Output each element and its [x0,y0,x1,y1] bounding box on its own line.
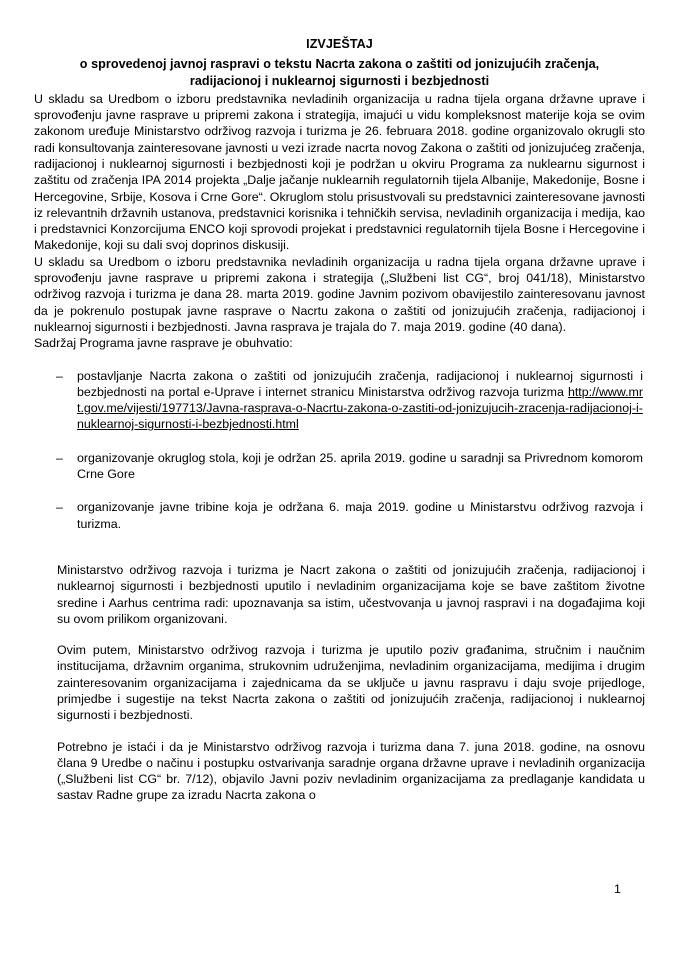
paragraph-2: U skladu sa Uredbom o izboru predstavnika nevladinih organizacija u radna tijela organa državne uprave i sprovođenju javne rasprave u pripremi zakona i strategija („Službeni list CG“, broj 041/18), Ministarstvo održivog razvoja i turizma je dana 28. marta 2019. godine Javnim pozivom obavijestilo zainteresovanu javnost da je pokrenulo postupak javne rasprave o Nacrtu zakona o zaštiti od jonizujućih zračenja, radijacionoj i nuklearnoj sigurnosti i bezbjednosti. Javna rasprava je trajala do 7. maja 2019. godine (40 dana). [34,254,645,334]
paragraph-5: Ovim putem, Ministarstvo održivog razvoja i turizma je uputilo poziv građanima, stručnim i naučnim institucijama, državnim organima, strukovnim udruženjima, nevladinim organizacijama, medijima i drugim zainteresovanim organizacijama i zajednicama da se uključe u javnu raspravu i daju svoje prijedloge, primjedbe i sugestije na tekst Nacrta zakona o zaštiti od jonizujućih zračenja, radijacionoj i nuklearnoj sigurnosti i bezbjednosti. [57,643,645,723]
list-item [34,450,645,483]
dash-bullet-icon: – [56,500,63,515]
paragraph-6: Potrebno je istaći i da je Ministarstvo održivog razvoja i turizma dana 7. juna 2018. godine, na osnovu člana 9 Uredbe o načinu i postupku ostvarivanja saradnje organa državne uprave i nevladinih organizacija („Službeni list CG“ br. 7/12), objavilo Javni poziv nevladinim organizacijama za predlaganje kandidata u sastav Radne grupe za izradu Nacrta zakona o [57,739,645,803]
paragraph-list-intro: Sadržaj Programa javne rasprave je obuhvatio: [34,336,293,351]
title-subtitle: o sprovedenoj javnoj raspravi o tekstu Nacrta zakona o zaštiti od jonizujućih zračenja, radijacionoj i nuklearnoj sigurnosti i bezbjednosti [79,56,600,89]
list-item-body: postavljanje Nacrta zakona o zaštiti od jonizujućih zračenja, radijacionoj i nuklearnoj sigurnosti i bezbjednosti na portal e-Uprave i internet stranicu Ministarstva održivog razvoja turizma [77,368,643,399]
document-title [34,36,645,91]
program-content-list [34,368,645,532]
paragraph-1: U skladu sa Uredbom o izboru predstavnika nevladinih organizacija u radna tijela organa državne uprave i sprovođenju javne rasprave u pripremi zakona i strategija, imajući u vidu kompleksnost materije koja se ovim zakonom uređuje Ministarstvo održivog razvoja i turizma je 26. februara 2018. godine organizovalo okrugli sto radi konsultovanja zainteresovane javnosti u vezi izrade nacrta novog Zakona o zaštiti od jonizujućeg zračenja, radijacionoj i nuklearnoj sigurnosti i bezbjednosti koji je podržan u okviru Programa za nuklearnu sigurnost i zaštitu od zračenja IPA 2014 projekta „Dalje jačanje nuklearnih regulatornih tijela Albanije, Makedonije, Bosne i Hercegovine, Srbije, Kosova i Crne Gore“. Okruglom stolu prisustvovali su predstavnici zainteresovane javnosti iz relevantnih državnih ustanova, predstavnici korisnika i tehničkih servisa, nevladinih organizacija i medija, kao i predstavnici Konzorcijuma ENCO koji sprovodi projekat i predstavnici regulatornih tijela Bosne i Hercegovine i Makedonije, koji su dali svoj doprinos diskusiji. [34,91,645,253]
indented-paragraph-block [34,562,645,804]
list-item [34,499,645,532]
page-number: 1 [614,882,621,896]
list-item-text [77,368,645,433]
paragraph-4: Ministarstvo održivog razvoja i turizma je Nacrt zakona o zaštiti od jonizujućih zračenja, radijacionoj i nuklearnoj sigurnosti i bezbjednosti uputilo i nevladinim organizacijama koje se bave zaštitom životne sredine i Aarhus centrima radi: upoznavanja sa istim, učestvovanja u javnoj raspravi i na događajima koji su ovom prilikom organizovani. [57,562,645,626]
document-content [34,36,645,804]
list-item [34,368,645,433]
dash-bullet-icon: – [56,368,63,383]
dash-bullet-icon: – [56,450,63,465]
list-item-text: organizovanje javne tribine koja je održana 6. maja 2019. godine u Ministarstvu održivog razvoja i turizma. [77,500,643,531]
public-debate-link[interactable]: http://www.mrt.gov.me/vijesti/197713/Javna-rasprava-o-Nacrtu-zakona-o-zastiti-od-jonizujucih-zracenja-radijacionoj-i-nuklearnoj-sigurnosti-i-bezbjednosti.html [77,384,643,432]
title-main: IZVJEŠTAJ [306,37,373,51]
list-item-text: organizovanje okruglog stola, koji je održan 25. aprila 2019. godine u saradnji sa Privrednom komorom Crne Gore [77,450,643,482]
